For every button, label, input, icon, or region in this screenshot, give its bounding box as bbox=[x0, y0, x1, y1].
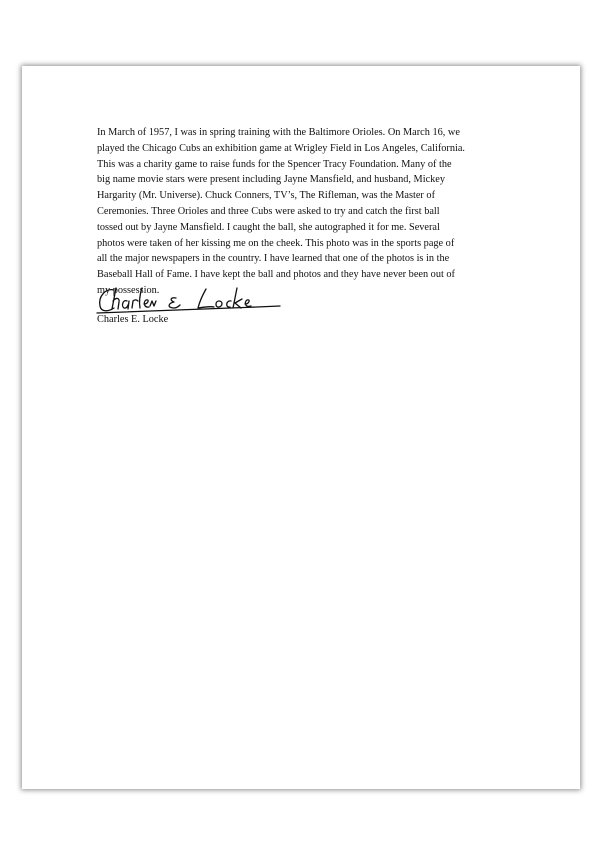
letter-body: In March of 1957, I was in spring training with the Baltimore Orioles. On March 16, we played the Chicago Cubs an exhibition game at Wrigley Field in Los Angeles, California. This was a charity game to raise funds for the Spencer Tracy Foundation. Many of the big name movie stars were present including Jayne Mansfield, and husband, Mickey Hargarity (Mr. Universe). Chuck Conners, TV’s, The Rifleman, was the Master of Ceremonies. Three Orioles and three Cubs were asked to try and catch the first ball tossed out by Jayne Mansfield. I caught the ball, she autographed it for me. Several photos were taken of her kissing me on the cheek. This photo was in the sports page of all the major newspapers in the country. I have learned that one of the photos is in the Baseball Hall of Fame. I have kept the ball and photos and they have never been out of my possession. bbox=[97, 127, 466, 296]
letter-page bbox=[22, 66, 580, 789]
printed-name: Charles E. Locke bbox=[97, 314, 169, 325]
